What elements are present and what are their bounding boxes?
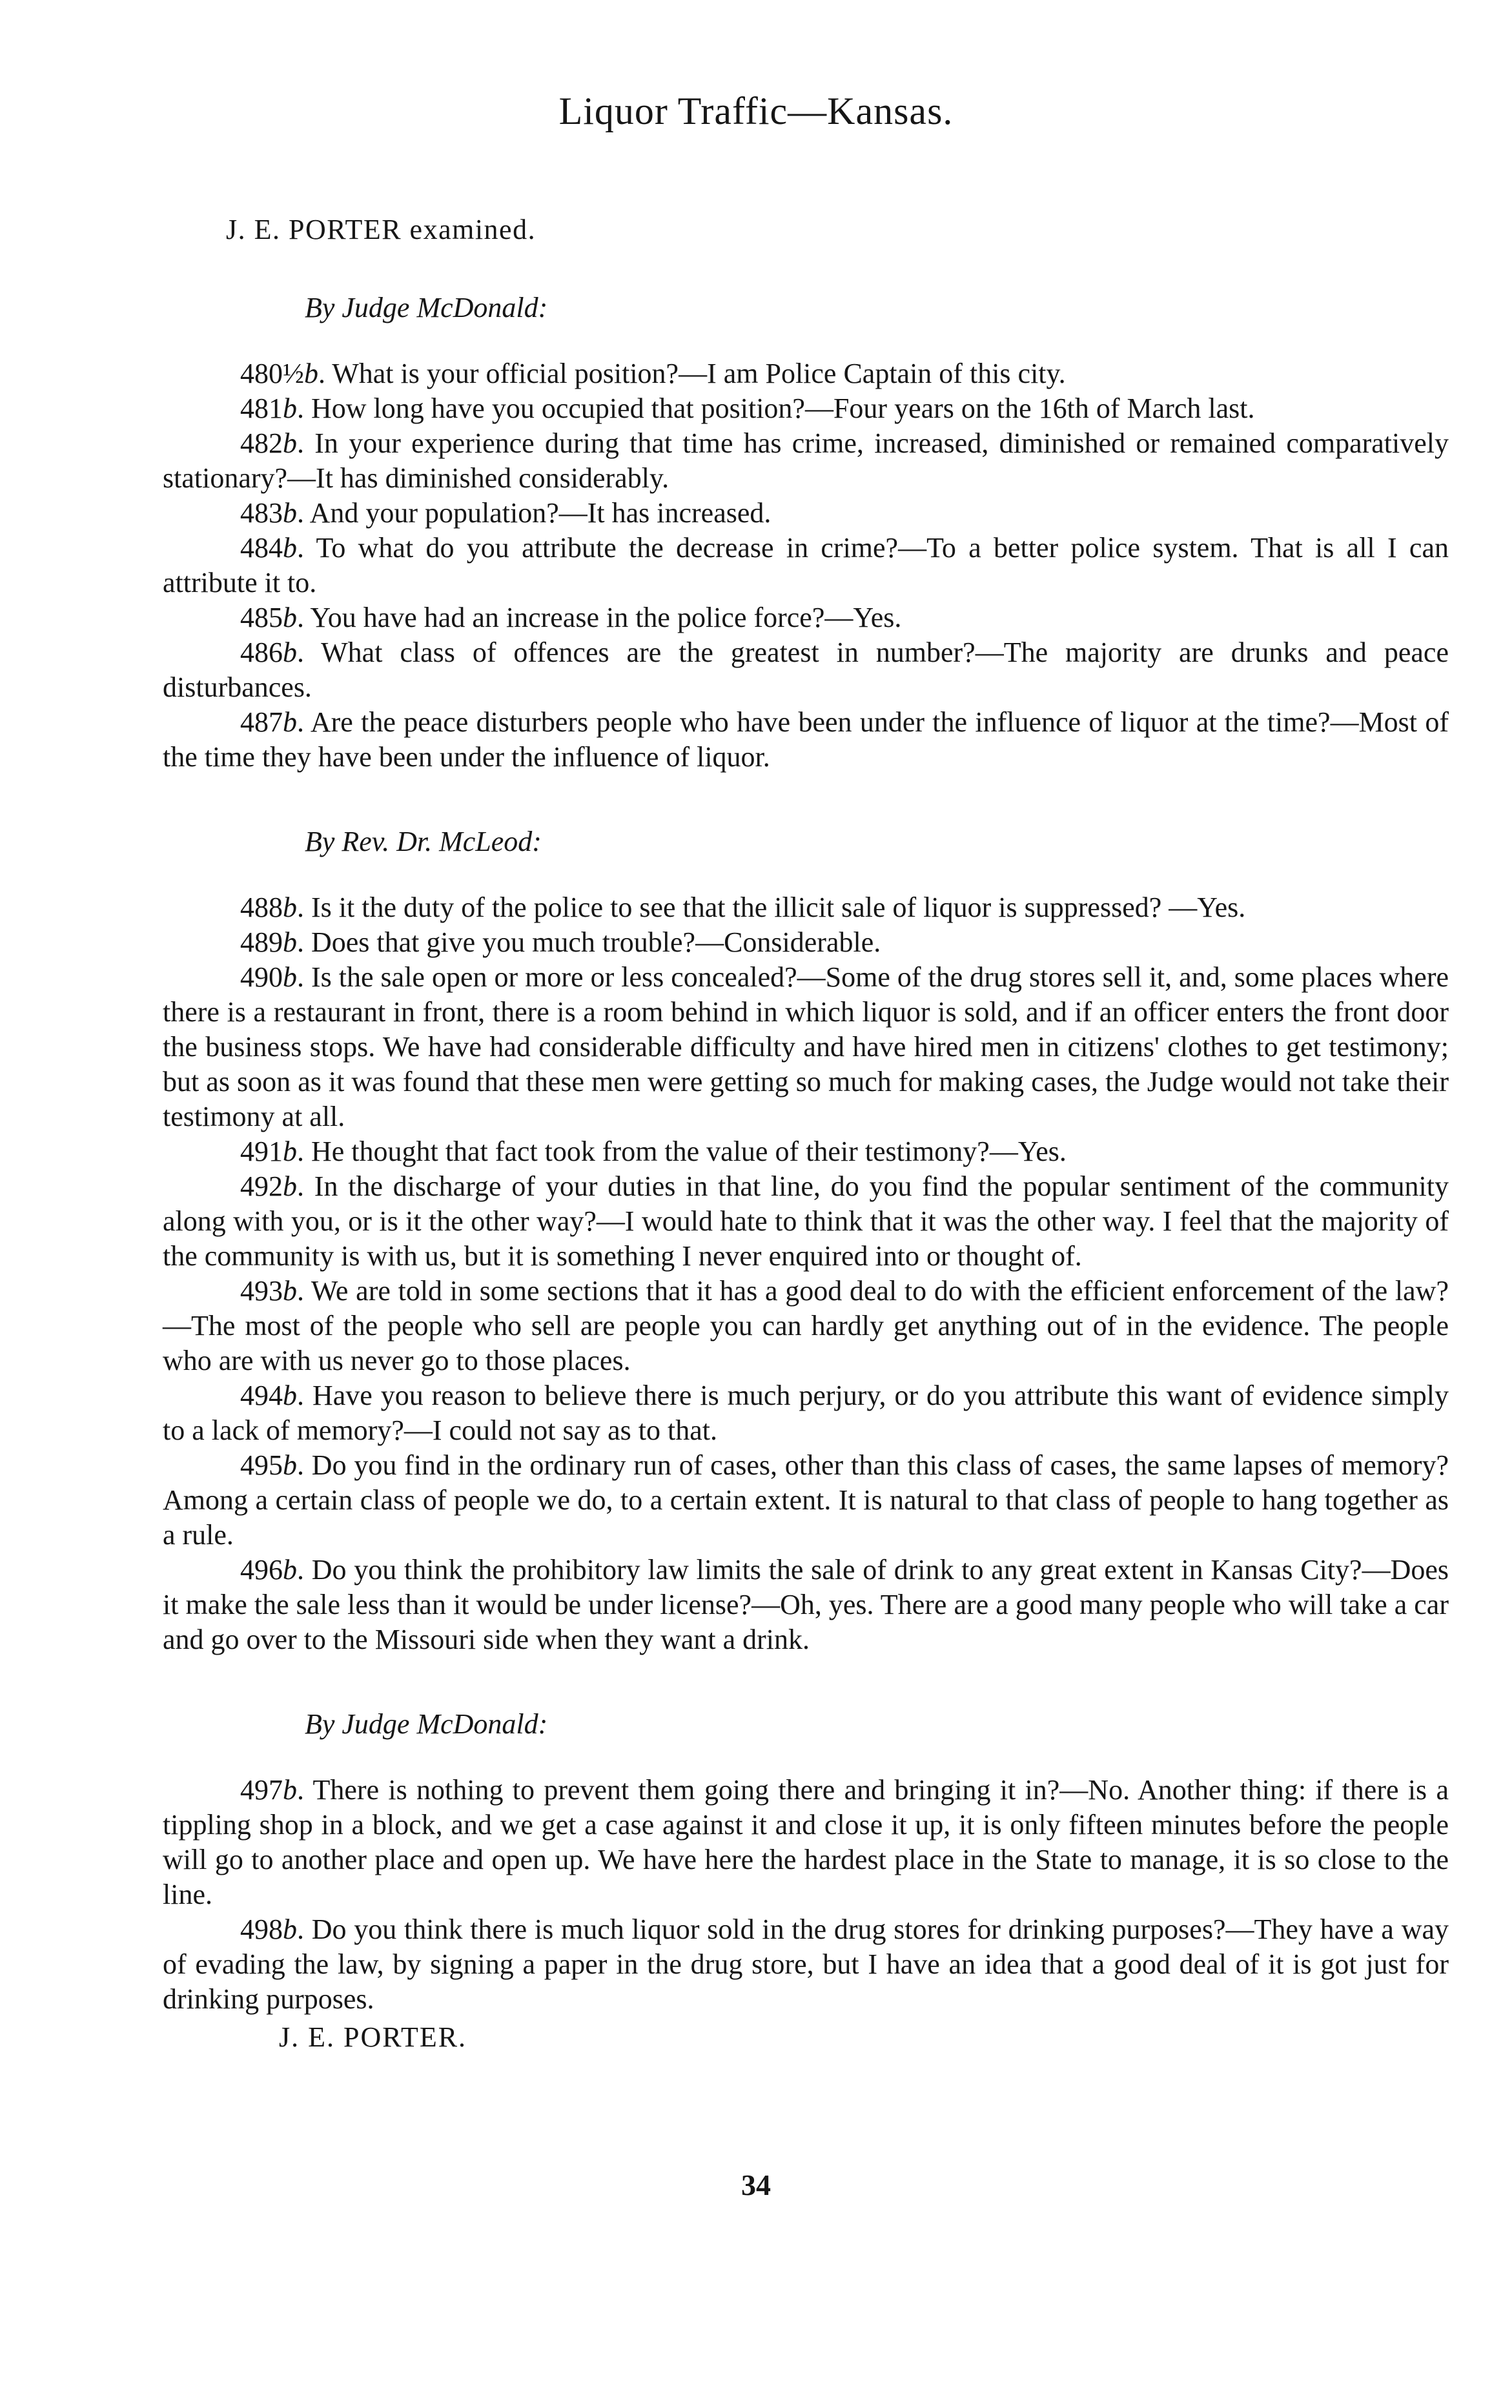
question-answer [163, 391, 1449, 426]
question-answer [163, 1134, 1449, 1169]
question-answer-text: To what do you attribute the decrease in crime?—To a better police system. That is all I can attribute it to. [163, 532, 1449, 598]
question-answer [163, 600, 1449, 635]
question-number-suffix: b [283, 497, 297, 529]
question-number: 480½b. [240, 358, 332, 389]
question-answer [163, 925, 1449, 960]
question-number-digits: 497 [240, 1774, 283, 1806]
question-answer [163, 356, 1449, 391]
question-number-digits: 489 [240, 926, 283, 958]
question-answer [163, 1773, 1449, 1912]
question-answer-text: We are told in some sections that it has a good deal to do with the efficient enforcement of the law?—The most of the people who sell are people you can hardly get anything out of in the evidence. The people who are with us never go to those places. [163, 1275, 1449, 1376]
question-number-digits: 498 [240, 1913, 283, 1945]
question-answer [163, 1169, 1449, 1274]
question-number: 482b. [240, 427, 315, 459]
question-number-digits: 485 [240, 602, 283, 633]
question-number: 493b. [240, 1275, 311, 1307]
question-number-digits: 492 [240, 1170, 283, 1202]
question-answer [163, 705, 1449, 775]
question-number-suffix: b [283, 961, 297, 993]
question-answer-text: In the discharge of your duties in that line, do you find the popular sentiment of the community along with you, or is it the other way?—I would hate to think that it was the other way. I feel that the majority of the community is with us, but it is something I never enquired into or thought of. [163, 1170, 1449, 1272]
question-answer-text: Do you find in the ordinary run of cases, other than this class of cases, the same lapses of memory? Among a certain class of people we do, to a certain extent. It is natural to that class of people to hang together as a rule. [163, 1449, 1449, 1551]
question-number: 490b. [240, 961, 312, 993]
question-answer-text: Do you think there is much liquor sold in the drug stores for drinking purposes?—They have a way of evading the law, by signing a paper in the drug store, but I have an idea that a good deal of it is got just for drinking purposes. [163, 1913, 1449, 2015]
question-number-digits: 490 [240, 961, 283, 993]
question-number-suffix: b [283, 393, 297, 424]
examiner-heading: By Judge McDonald: [305, 292, 548, 323]
question-number-suffix: b [283, 602, 297, 633]
question-answer-text: He thought that fact took from the value of their testimony?—Yes. [311, 1136, 1067, 1167]
question-answer-text: Do you think the prohibitory law limits the sale of drink to any great extent in Kansas City?—Does it make the sale less than it would be under license?—Oh, yes. There are a good many people who will take a car and go over to the Missouri side when they want a drink. [163, 1554, 1449, 1655]
question-answer [163, 1912, 1449, 2017]
question-number: 487b. [240, 706, 311, 738]
question-number: 489b. [240, 926, 311, 958]
question-number-suffix: b [283, 637, 297, 668]
question-number-suffix: b [283, 1913, 297, 1945]
question-number: 496b. [240, 1554, 312, 1586]
question-answer-text: What is your official position?—I am Police Captain of this city. [332, 358, 1066, 389]
question-number: 494b. [240, 1380, 312, 1411]
question-answer-text: You have had an increase in the police force?—Yes. [310, 602, 902, 633]
question-number-suffix: b [283, 532, 297, 564]
question-number-digits: 491 [240, 1136, 283, 1167]
page-number: 34 [741, 2168, 771, 2201]
question-number-digits: 487 [240, 706, 283, 738]
question-answer [163, 531, 1449, 600]
question-number-suffix: b [283, 1275, 297, 1307]
question-number: 485b. [240, 602, 311, 633]
question-number: 483b. [240, 497, 310, 529]
question-answer [163, 960, 1449, 1134]
question-number-suffix: b [283, 1380, 297, 1411]
question-number-suffix: b [283, 1136, 297, 1167]
running-head: Liquor Traffic—Kansas. [558, 90, 954, 132]
question-number-digits: 496 [240, 1554, 283, 1586]
question-number-suffix: b [283, 1449, 297, 1481]
question-answer-text: Does that give you much trouble?—Considerable. [311, 926, 881, 958]
question-answer-text: How long have you occupied that position?—Four years on the 16th of March last. [311, 393, 1255, 424]
question-answer [163, 890, 1449, 925]
witness-signature: J. E. PORTER. [279, 2021, 467, 2053]
question-answer-text: In your experience during that time has crime, increased, diminished or remained comparatively stationary?—It has diminished considerably. [163, 427, 1449, 494]
testimony-sections [163, 291, 1449, 2017]
question-number-digits: 486 [240, 637, 283, 668]
question-answer-text: Is the sale open or more or less concealed?—Some of the drug stores sell it, and, some places where there is a restaurant in front, there is a room behind in which liquor is sold, and if an officer enters the front door the business stops. We have had considerable difficulty and have hired men in citizens' clothes to get testimony; but as soon as it was found that these men were getting so much for making cases, the Judge would not take their testimony at all. [163, 961, 1449, 1132]
question-answer [163, 1448, 1449, 1553]
testimony-body [163, 213, 1449, 2054]
section-spacer [163, 1657, 1449, 1708]
question-number: 492b. [240, 1170, 314, 1202]
question-answer [163, 635, 1449, 705]
question-number-digits: 480½ [240, 358, 304, 389]
question-number-suffix: b [283, 1554, 297, 1586]
question-answer-text: There is nothing to prevent them going there and bringing it in?—No. Another thing: if there is a tippling shop in a block, and we get a case against it and close it up, it is only fifteen minutes before the people will go to another place and open up. We have here the hardest place in the State to manage, it is so close to the line. [163, 1774, 1449, 1910]
question-number-digits: 488 [240, 892, 283, 923]
question-answer-text: And your population?—It has increased. [309, 497, 771, 529]
section-spacer [163, 775, 1449, 825]
examiner-heading: By Rev. Dr. McLeod: [305, 826, 542, 857]
question-number-digits: 483 [240, 497, 283, 529]
question-number-digits: 493 [240, 1275, 283, 1307]
question-number: 491b. [240, 1136, 311, 1167]
question-answer-text: Is it the duty of the police to see that the illicit sale of liquor is suppressed? —Yes. [311, 892, 1246, 923]
question-answer [163, 1274, 1449, 1378]
question-number: 498b. [240, 1913, 312, 1945]
question-number-suffix: b [283, 427, 297, 459]
question-number: 481b. [240, 393, 311, 424]
question-number: 497b. [240, 1774, 313, 1806]
witness-heading: J. E. PORTER examined. [226, 214, 536, 245]
question-number-suffix: b [283, 1774, 297, 1806]
question-number: 484b. [240, 532, 316, 564]
question-number-digits: 495 [240, 1449, 283, 1481]
question-number: 495b. [240, 1449, 312, 1481]
question-answer [163, 426, 1449, 496]
question-answer [163, 496, 1449, 531]
question-answer [163, 1553, 1449, 1657]
question-number-digits: 481 [240, 393, 283, 424]
examiner-heading: By Judge McDonald: [305, 1708, 548, 1740]
question-number-digits: 482 [240, 427, 283, 459]
question-answer-text: What class of offences are the greatest in number?—The majority are drunks and peace disturbances. [163, 637, 1449, 703]
question-number-suffix: b [283, 706, 297, 738]
question-number-suffix: b [304, 358, 318, 389]
question-answer-text: Are the peace disturbers people who have been under the influence of liquor at the time?—Most of the time they have been under the influence of liquor. [163, 706, 1449, 773]
question-number: 486b. [240, 637, 322, 668]
question-number-digits: 484 [240, 532, 283, 564]
question-number-suffix: b [283, 892, 297, 923]
question-number-digits: 494 [240, 1380, 283, 1411]
question-number-suffix: b [283, 1170, 297, 1202]
question-answer-text: Have you reason to believe there is much perjury, or do you attribute this want of evidence simply to a lack of memory?—I could not say as to that. [163, 1380, 1449, 1446]
question-answer [163, 1378, 1449, 1448]
question-number-suffix: b [283, 926, 297, 958]
question-number: 488b. [240, 892, 311, 923]
